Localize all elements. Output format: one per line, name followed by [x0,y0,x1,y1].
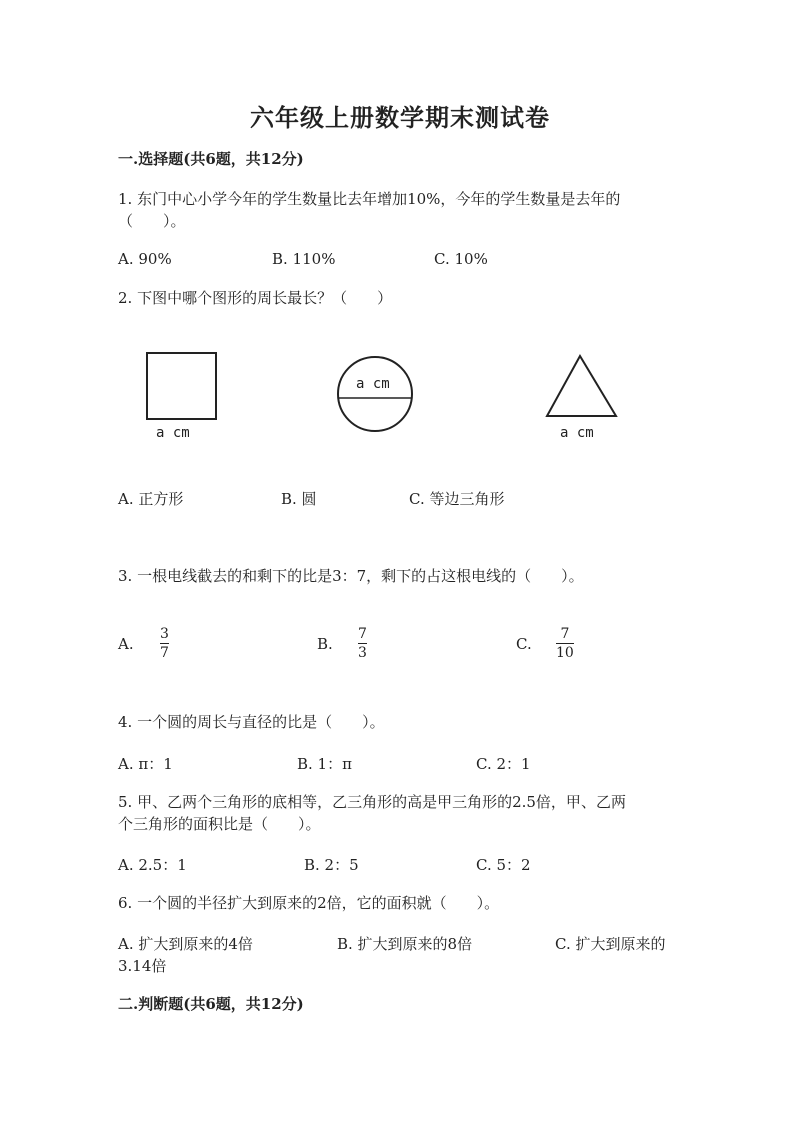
q3-option-c-label: C. [516,635,532,653]
square-figure [140,345,230,425]
fraction-bar [160,643,169,644]
fraction-denominator: 3 [358,645,367,661]
q5-option-c: C. 5：2 [476,856,531,874]
fraction-denominator: 10 [556,645,574,661]
question-3: 3. 一根电线截去的和剩下的比是3：7，剩下的占这根电线的（ ）。 [118,567,584,585]
section-heading-true-false: 二.判断题(共6题，共12分) [118,995,304,1013]
fraction-numerator: 3 [160,626,169,642]
question-5-line1: 5. 甲、乙两个三角形的底相等，乙三角形的高是甲三角形的2.5倍，甲、乙两 [118,793,626,811]
q3-option-b-label: B. [317,635,333,653]
fraction-bar [556,643,574,644]
q3-option-b-fraction [358,626,367,661]
q1-option-c: C. 10% [434,250,488,268]
square-side-label: a cm [156,425,190,441]
triangle-side-label: a cm [560,425,594,441]
question-1-line2: （ ）。 [118,212,186,230]
q4-option-a: A. π：1 [118,755,173,773]
circle-figure [335,350,415,440]
triangle-figure [540,352,625,422]
fraction-denominator: 7 [160,645,169,661]
circle-diameter-label: a cm [356,376,390,392]
q5-option-a: A. 2.5：1 [118,856,187,874]
question-1-line1: 1. 东门中心小学今年的学生数量比去年增加10%，今年的学生数量是去年的 [118,190,621,208]
q6-option-a: A. 扩大到原来的4倍 [118,935,253,953]
question-6: 6. 一个圆的半径扩大到原来的2倍，它的面积就（ ）。 [118,894,500,912]
question-4: 4. 一个圆的周长与直径的比是（ ）。 [118,713,385,731]
fraction-numerator: 7 [560,626,570,642]
q2-option-b: B. 圆 [281,490,317,508]
question-5-line2: 个三角形的面积比是（ ）。 [118,815,321,833]
q1-option-b: B. 110% [272,250,336,268]
q6-option-c: C. 扩大到原来的 [555,935,666,953]
q4-option-b: B. 1：π [297,755,352,773]
q4-option-c: C. 2：1 [476,755,531,773]
question-2: 2. 下图中哪个图形的周长最长？（ ） [118,289,393,307]
q2-option-a: A. 正方形 [118,490,184,508]
q6-option-c-continued: 3.14倍 [118,957,167,975]
q2-option-c: C. 等边三角形 [409,490,505,508]
q3-option-a-label: A. [118,635,134,653]
fraction-numerator: 7 [358,626,367,642]
q1-option-a: A. 90% [118,250,172,268]
q6-option-b: B. 扩大到原来的8倍 [337,935,473,953]
q5-option-b: B. 2：5 [304,856,359,874]
q3-option-a-fraction [160,626,169,661]
q3-option-c-fraction [556,626,574,661]
section-heading-choice: 一.选择题(共6题，共12分) [118,150,304,168]
page-title: 六年级上册数学期末测试卷 [250,103,550,132]
fraction-bar [358,643,367,644]
